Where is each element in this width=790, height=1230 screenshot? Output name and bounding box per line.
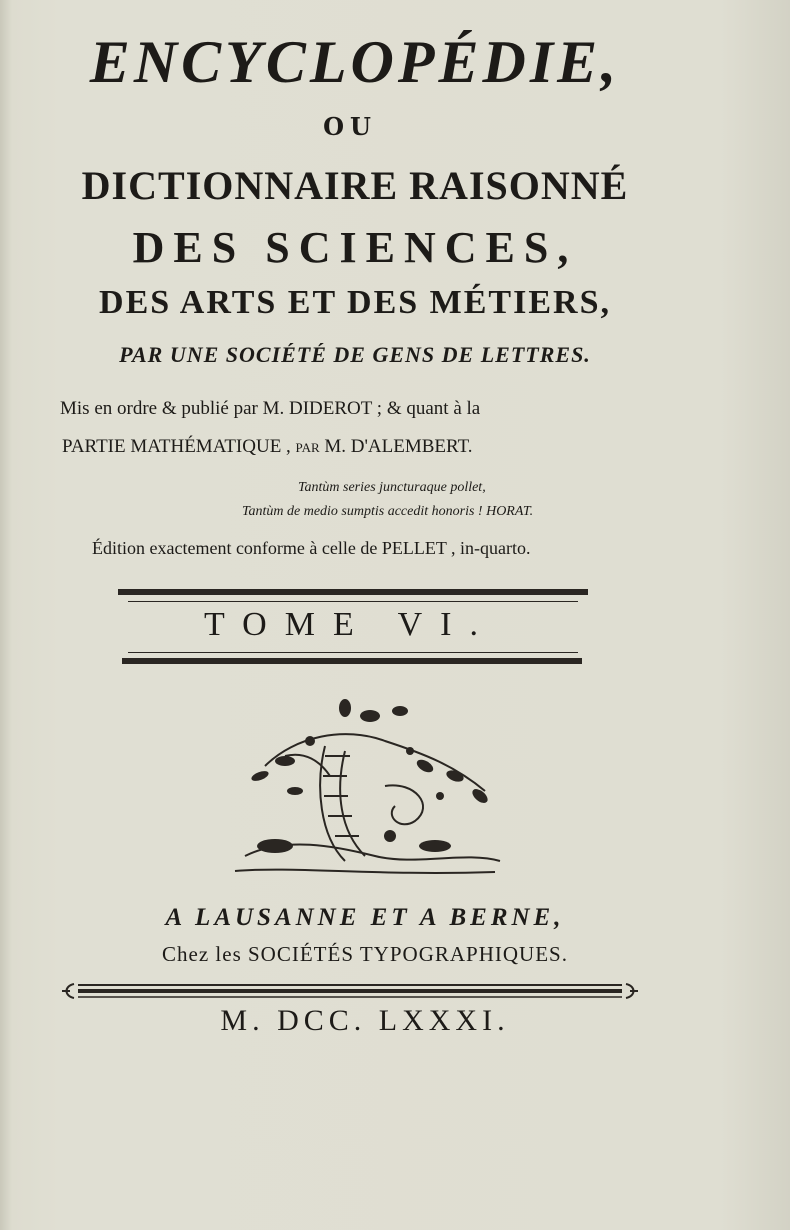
subtitle-arts-metiers: DES ARTS ET DES MÉTIERS, bbox=[99, 284, 611, 321]
authorship-line: PAR UNE SOCIÉTÉ DE GENS DE LETTRES. bbox=[119, 342, 591, 367]
edition-note: Édition exactement conforme à celle de PELLET , in-quarto. bbox=[92, 538, 531, 558]
place-of-publication: A LAUSANNE ET A BERNE, bbox=[165, 904, 565, 931]
ornamental-rule bbox=[60, 978, 640, 1004]
publication-year: M. DCC. LXXXI. bbox=[220, 1004, 510, 1037]
epigraph-line-1: Tantùm series juncturaque pollet, bbox=[298, 480, 486, 495]
subtitle-sciences: DES SCIENCES, bbox=[132, 223, 578, 272]
editors-line-1: Mis en ordre & publié par M. DIDEROT ; & quant à la bbox=[60, 398, 481, 419]
epigraph-line-2: Tantùm de medio sumptis accedit honoris ! HORAT. bbox=[242, 504, 534, 519]
editors-line-2: PARTIE MATHÉMATIQUE , par M. D'ALEMBERT. bbox=[62, 436, 473, 457]
subtitle-dictionnaire: DICTIONNAIRE RAISONNÉ bbox=[81, 163, 629, 208]
conjunction-ou: OU bbox=[323, 112, 377, 141]
top-rule-thin bbox=[128, 601, 578, 602]
bottom-rule-thin bbox=[128, 652, 578, 653]
main-title: ENCYCLOPÉDIE, bbox=[89, 29, 621, 95]
printers-ornament-icon bbox=[225, 696, 505, 881]
publisher-line: Chez les SOCIÉTÉS TYPOGRAPHIQUES. bbox=[162, 942, 568, 966]
volume-number: TOME VI. bbox=[204, 606, 496, 643]
bottom-rule-thick bbox=[122, 658, 582, 664]
top-rule-thick bbox=[118, 589, 588, 595]
